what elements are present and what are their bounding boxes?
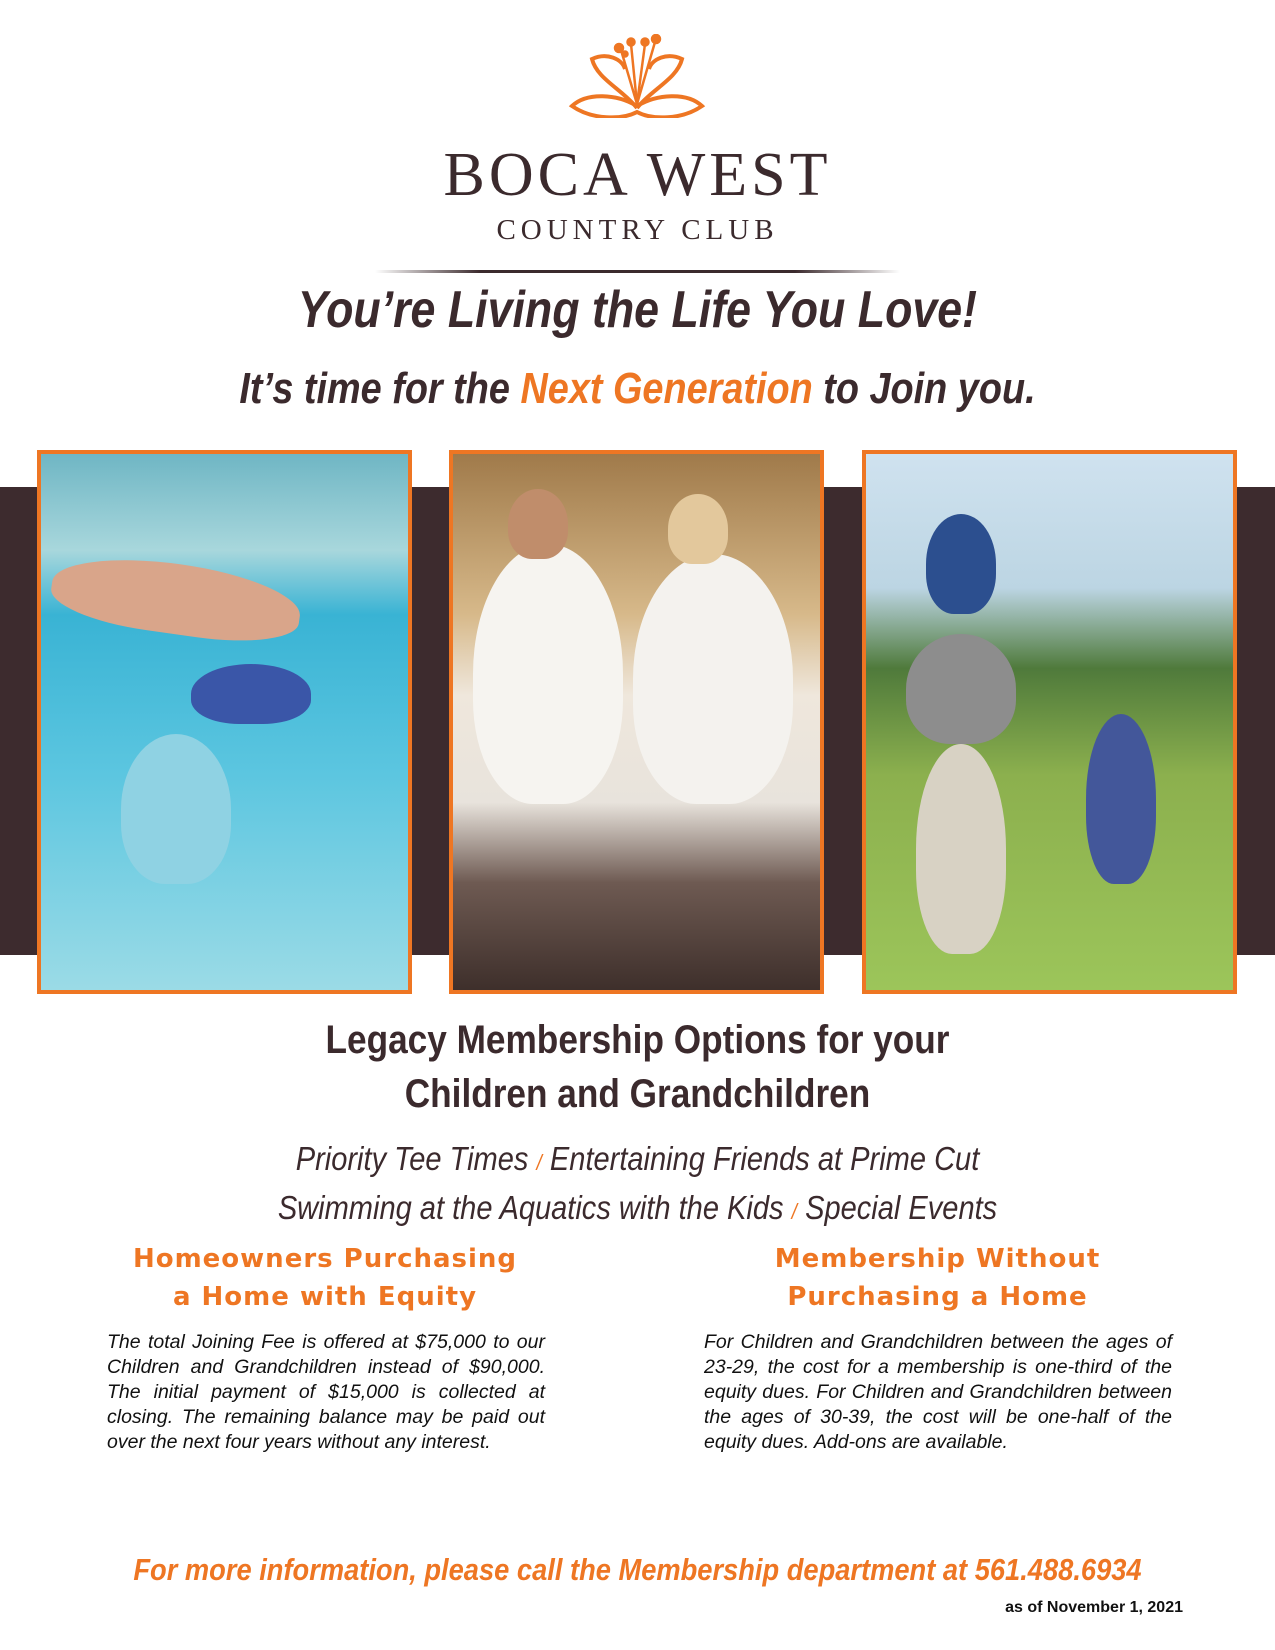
brand-subtitle: COUNTRY CLUB — [496, 214, 779, 246]
homeowners-section-body: The total Joining Fee is offered at $75,000 to our Children and Grandchildren instead of $90,000. The initial payment of $15,000 is collected at closing. The remaining balance may be paid out over the next four years without any interest. — [107, 1331, 545, 1453]
subheadline — [89, 364, 1186, 414]
subline-text: It’s time for the — [239, 364, 521, 413]
brand-name: BOCA WEST — [443, 141, 832, 209]
legacy-heading-line-1: Legacy Membership Options for your — [325, 1018, 950, 1062]
legacy-heading-line-2: Children and Grandchildren — [404, 1072, 871, 1116]
divider — [375, 270, 900, 273]
title-line: Purchasing a Home — [787, 1282, 1088, 1312]
perk: Entertaining Friends at Prime Cut — [549, 1140, 980, 1177]
perks-line-1 — [77, 1136, 1199, 1185]
headline: You’re Living the Life You Love! — [297, 281, 978, 339]
hibiscus-logo-icon — [567, 34, 707, 118]
effective-date: as of November 1, 2021 — [1005, 1599, 1183, 1616]
legacy-heading — [77, 1013, 1199, 1121]
spa-robes-champagne-photo — [449, 450, 824, 994]
perk: Swimming at the Aquatics with the Kids — [277, 1189, 784, 1226]
perk-separator: / — [536, 1150, 542, 1175]
homeowners-section-title — [100, 1240, 550, 1316]
perk: Priority Tee Times — [295, 1140, 529, 1177]
title-line: Homeowners Purchasing — [132, 1244, 518, 1274]
subline-highlight: Next Generation — [520, 364, 813, 413]
contact-footer: For more information, please call the Membership department at 561.488.6934 — [133, 1552, 1142, 1587]
golf-course-family-photo — [862, 450, 1237, 994]
perk-separator: / — [791, 1199, 798, 1224]
perks-line-2 — [77, 1185, 1199, 1234]
title-line: Membership Without — [774, 1244, 1101, 1274]
non-homeowner-section-body: For Children and Grandchildren between the ages of 23-29, the cost for a membership is one-third of the equity dues. For Children and Grandchildren between the ages of 30-39, the cost will be one-half of the equity dues. Add-ons are available. — [704, 1331, 1172, 1453]
perks-list — [77, 1136, 1199, 1234]
non-homeowner-section-title — [700, 1240, 1175, 1316]
perk: Special Events — [805, 1189, 998, 1226]
title-line: a Home with Equity — [172, 1282, 478, 1312]
underwater-swimming-photo — [37, 450, 412, 994]
subline-text-end: to Join you. — [812, 364, 1036, 413]
